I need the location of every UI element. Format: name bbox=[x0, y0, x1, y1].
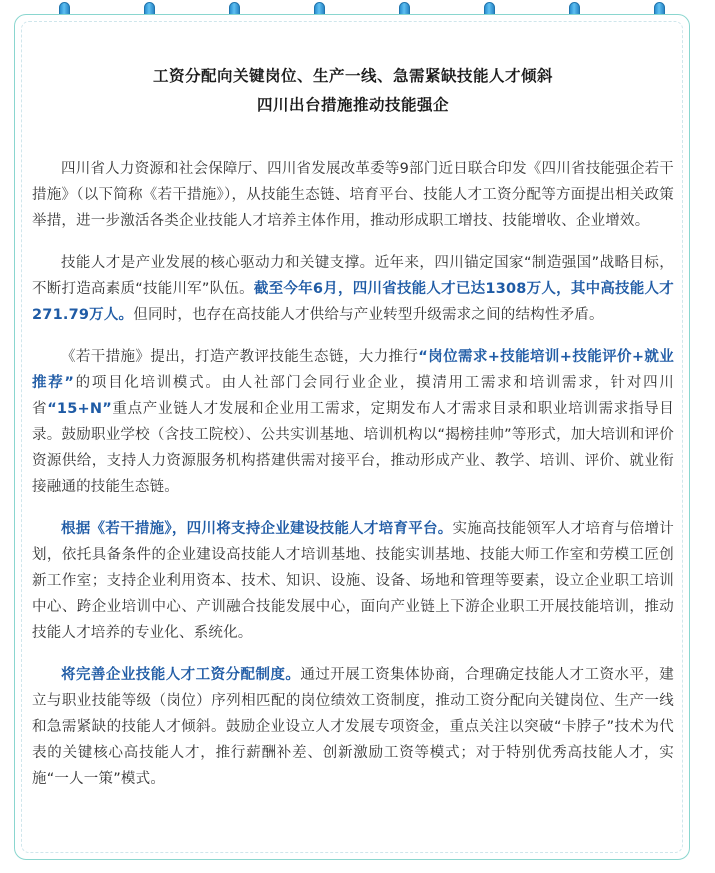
paragraph-3-text-mid: 的项目化培训模式。由人社部门会同行业企业，摸清用工需求和培训需求，针对四川省 bbox=[32, 375, 674, 417]
paragraph-2-text-end: 但同时，也存在高技能人才供给与产业转型升级需求之间的结构性矛盾。 bbox=[133, 307, 604, 323]
paragraph-3-text: 《若干措施》提出，打造产教评技能生态链，大力推行 bbox=[61, 349, 419, 365]
paragraph-2 bbox=[32, 250, 674, 328]
paragraph-3-text-end: 重点产业链人才发展和企业用工需求，定期发布人才需求目录和职业培训需求指导目录。鼓励职业学校（含技工院校）、公共实训基地、培训机构以“揭榜挂帅”等形式，加大培训和评价资源供给，支持人力资源服务机构搭建供需对接平台，推动形成产业、教学、培训、评价、就业衔接融通的技能生态链。 bbox=[32, 401, 674, 495]
paragraph-1 bbox=[32, 156, 674, 234]
highlight-15n: “15+N” bbox=[47, 401, 112, 417]
paragraph-4 bbox=[32, 516, 674, 646]
headline-line-1: 工资分配向关键岗位、生产一线、急需紧缺技能人才倾斜 bbox=[152, 67, 553, 85]
paragraph-5-text: 通过开展工资集体协商，合理确定技能人才工资水平，建立与职业技能等级（岗位）序列相匹配的岗位绩效工资制度，推动工资分配向关键岗位、生产一线和急需紧缺的技能人才倾斜。鼓励企业设立人才发展专项资金，重点关注以突破“卡脖子”技术为代表的关键核心高技能人才，推行薪酬补差、创新激励工资等模式；对于特别优秀高技能人才，实施“一人一策”模式。 bbox=[32, 667, 675, 787]
headline-line-2: 四川出台措施推动技能强企 bbox=[256, 96, 449, 114]
paragraph-2-text: 技能人才是产业发展的核心驱动力和关键支撑。近年来，四川锚定国家“制造强国”战略目标，不断打造高素质“技能川军”队伍。 bbox=[32, 255, 674, 297]
highlight-training-model: “岗位需求+技能培训+技能评价+就业推荐” bbox=[32, 349, 674, 391]
article-content bbox=[32, 62, 674, 808]
paragraph-4-text: 实施高技能领军人才培育与倍增计划，依托具备条件的企业建设高技能人才培训基地、技能实训基地、技能大师工作室和劳模工匠创新工作室；支持企业利用资本、技术、知识、设施、设备、场地和管理等要素，设立企业职工培训中心、跨企业培训中心、产训融合技能发展中心，面向产业链上下游企业职工开展技能培训，推动技能人才培养的专业化、系统化。 bbox=[32, 521, 675, 641]
paragraph-3 bbox=[32, 344, 674, 500]
highlight-wage-system: 将完善企业技能人才工资分配制度。 bbox=[61, 667, 301, 683]
highlight-talent-statistics: 截至今年6月，四川省技能人才已达1308万人，其中高技能人才271.79万人。 bbox=[32, 281, 674, 323]
paragraph-5 bbox=[32, 662, 674, 792]
highlight-platform: 根据《若干措施》，四川将支持企业建设技能人才培育平台。 bbox=[61, 521, 453, 537]
paragraph-1-text: 四川省人力资源和社会保障厅、四川省发展改革委等9部门近日联合印发《四川省技能强企若干措施》（以下简称《若干措施》），从技能生态链、培育平台、技能人才工资分配等方面提出相关政策举措，进一步激活各类企业技能人才培养主体作用，推动形成职工增技、技能增收、企业增效。 bbox=[32, 161, 674, 229]
